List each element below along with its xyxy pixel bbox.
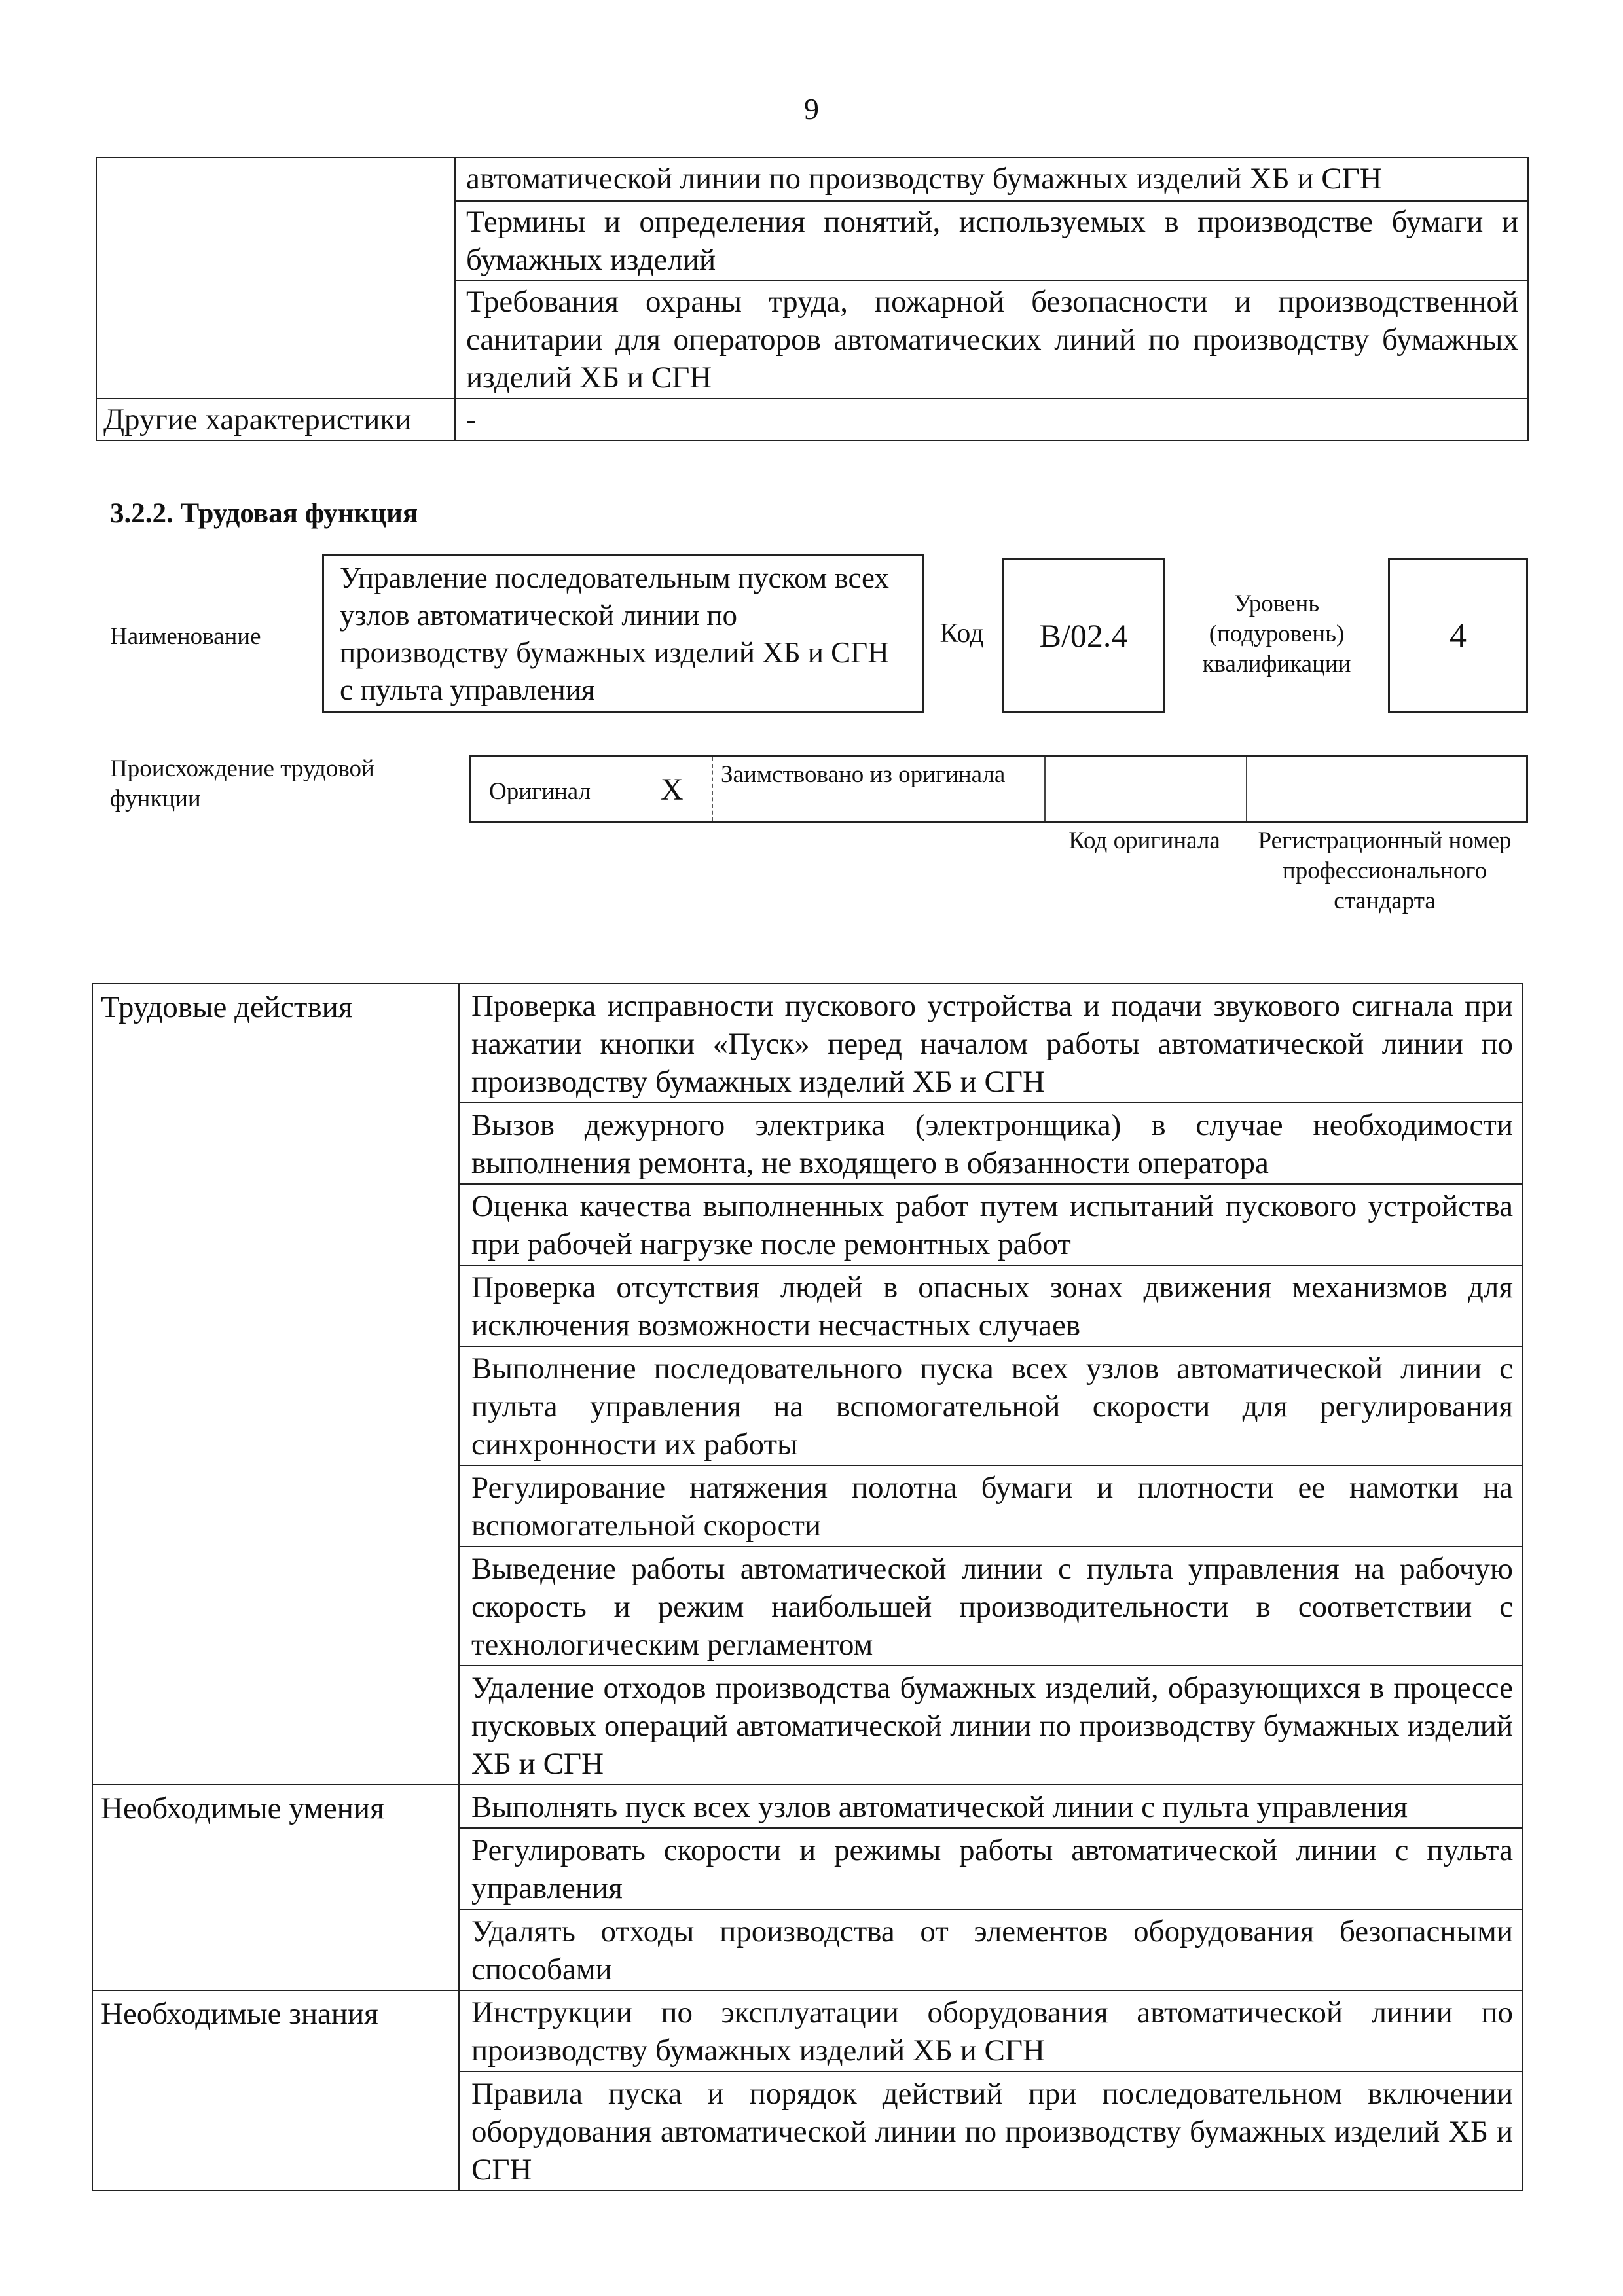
table-cell-value: Требования охраны труда, пожарной безопасности и производственной санитарии для операторов автоматических линий по производству бумажных изделий ХБ и СГН (455, 281, 1528, 399)
action-item: Оценка качества выполненных работ путем испытаний пускового устройства при рабочей нагрузке после ремонтных работ (459, 1184, 1523, 1265)
level-label: Уровень (подуровень) квалификации (1202, 590, 1351, 677)
table-cell-value: Термины и определения понятий, используемых в производстве бумаги и бумажных изделий (455, 201, 1528, 281)
table-row (96, 201, 1528, 281)
table-row (96, 281, 1528, 399)
group-label-knowledge: Необходимые знания (92, 1990, 459, 2191)
top-table (96, 157, 1529, 441)
table-row (96, 399, 1528, 440)
skill-item: Удалять отходы производства от элементов оборудования безопасными способами (459, 1909, 1523, 1990)
knowledge-item: Инструкции по эксплуатации оборудования автоматической линии по производству бумажных изделий ХБ и СГН (459, 1990, 1523, 2072)
origin-table (469, 755, 1528, 823)
code-original-cell (1046, 757, 1247, 821)
table-cell-value: автоматической линии по производству бумажных изделий ХБ и СГН (455, 158, 1528, 201)
reg-number-cell (1247, 757, 1526, 821)
reg-number-caption: Регистрационный номер профессионального стандарта (1258, 827, 1512, 914)
group-label-skills: Необходимые умения (92, 1785, 459, 1990)
code-label: Код (939, 619, 984, 649)
original-label: Оригинал (489, 778, 591, 805)
original-cell (471, 757, 713, 821)
other-characteristics-value: - (455, 399, 1528, 440)
action-item: Проверка отсутствия людей в опасных зонах движения механизмов для исключения возможности несчастных случаев (459, 1265, 1523, 1346)
table-row (92, 984, 1523, 1103)
skill-item: Регулировать скорости и режимы работы автоматической линии с пульта управления (459, 1828, 1523, 1909)
group-label-actions: Трудовые действия (92, 984, 459, 1785)
action-item: Регулирование натяжения полотна бумаги и плотности ее намотки на вспомогательной скорости (459, 1465, 1523, 1547)
origin-label: Происхождение трудовой функции (110, 755, 374, 812)
other-characteristics-label: Другие характеристики (96, 399, 455, 440)
function-name-box: Управление последовательным пуском всех узлов автоматической линии по производству бумажных изделий ХБ и СГН с пульта управления (322, 554, 924, 713)
name-label: Наименование (110, 623, 261, 650)
action-item: Выведение работы автоматической линии с пульта управления на рабочую скорость и режим наибольшей производительности в соответствии с технологическим регламентом (459, 1547, 1523, 1666)
knowledge-item: Правила пуска и порядок действий при последовательном включении оборудования автоматической линии по производству бумажных изделий ХБ и СГН (459, 2072, 1523, 2191)
main-table (92, 983, 1523, 2191)
borrowed-cell (713, 757, 1046, 821)
code-value-box: B/02.4 (1002, 558, 1165, 713)
action-item: Проверка исправности пускового устройства и подачи звукового сигнала при нажатии кнопки «Пуск» перед началом работы автоматической линии по производству бумажных изделий ХБ и СГН (459, 984, 1523, 1103)
table-cell-label (96, 201, 455, 281)
table-row (92, 1990, 1523, 2072)
action-item: Удаление отходов производства бумажных изделий, образующихся в процессе пусковых операций автоматической линии по производству бумажных изделий ХБ и СГН (459, 1666, 1523, 1785)
section-title: 3.2.2. Трудовая функция (110, 498, 418, 529)
page-number: 9 (804, 92, 819, 126)
table-row (96, 158, 1528, 201)
code-original-caption: Код оригинала (1068, 827, 1220, 854)
table-cell-label (96, 281, 455, 399)
level-value-box: 4 (1388, 558, 1528, 713)
skill-item: Выполнять пуск всех узлов автоматической линии с пульта управления (459, 1785, 1523, 1828)
action-item: Вызов дежурного электрика (электронщика) в случае необходимости выполнения ремонта, не входящего в обязанности оператора (459, 1103, 1523, 1184)
borrowed-label: Заимствовано из оригинала (721, 761, 1006, 788)
action-item: Выполнение последовательного пуска всех узлов автоматической линии с пульта управления на вспомогательной скорости для регулирования синхронности их работы (459, 1346, 1523, 1465)
original-mark: X (661, 772, 684, 807)
table-cell-label (96, 158, 455, 201)
table-row (92, 1785, 1523, 1828)
